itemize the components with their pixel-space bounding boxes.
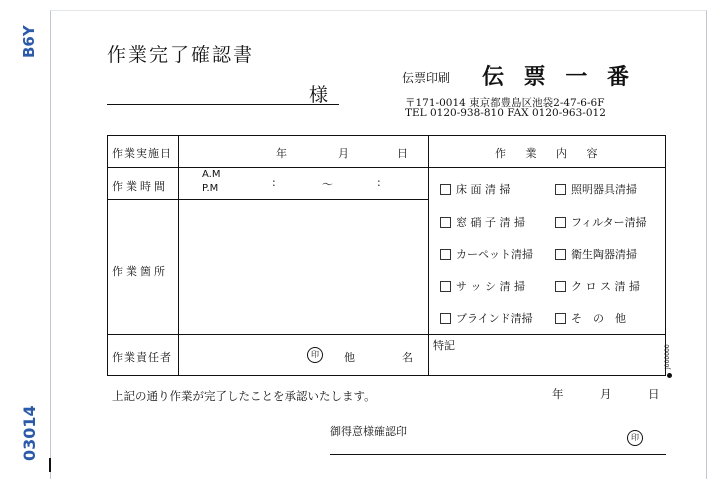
customer-seal-label: 御得意様確認印: [330, 425, 407, 438]
company-prefix: 伝票印刷: [402, 71, 451, 85]
checkbox[interactable]: [440, 184, 451, 195]
checkbox[interactable]: [555, 281, 566, 292]
confirm-text: 上記の通り作業が完了したことを承認いたします。: [112, 389, 376, 403]
time-colon-start: :: [272, 176, 276, 189]
am-label: A.M: [202, 169, 221, 180]
task-sash[interactable]: サ ッ シ 清 掃: [440, 278, 525, 294]
others-label: 他: [344, 351, 355, 364]
checkbox[interactable]: [440, 281, 451, 292]
customer-sign-line: [330, 454, 666, 455]
checkbox[interactable]: [555, 217, 566, 228]
checkbox[interactable]: [555, 249, 566, 260]
task-other[interactable]: そ の 他: [555, 310, 626, 326]
product-code-label: 03014: [20, 405, 39, 461]
col-divider: [178, 136, 179, 375]
task-blind[interactable]: ブラインド清掃: [440, 310, 533, 326]
serial-number: J000000: [664, 344, 671, 370]
customer-seal-mark: 印: [627, 430, 643, 446]
company-name: 伝 票 一 番: [482, 64, 635, 90]
task-floor[interactable]: 床 面 清 掃: [440, 181, 511, 197]
col-divider: [428, 136, 429, 375]
seal-mark: 印: [307, 347, 323, 363]
time-colon-end: :: [377, 176, 381, 189]
task-sanitary[interactable]: 衛生陶器清掃: [555, 246, 637, 262]
manager-label: 作業責任者: [112, 351, 172, 364]
footer-month: 月: [600, 387, 612, 401]
company-address: 〒171-0014 東京都豊島区池袋2-47-6-6F: [405, 97, 605, 109]
checkbox[interactable]: [555, 313, 566, 324]
task-filter[interactable]: フィルター清掃: [555, 214, 647, 230]
serial-dot: [667, 373, 672, 378]
notes-label: 特記: [433, 339, 455, 352]
date-month: 月: [338, 147, 349, 160]
date-year: 年: [276, 147, 287, 160]
checkbox[interactable]: [555, 184, 566, 195]
row-divider: [108, 199, 428, 200]
checkbox[interactable]: [440, 313, 451, 324]
content-header: 作 業 内 容: [495, 147, 606, 160]
row-divider: [108, 334, 665, 335]
company-phone-fax: TEL 0120-938-810 FAX 0120-963-012: [405, 107, 606, 119]
persons-label: 名: [402, 351, 413, 364]
checkbox[interactable]: [440, 249, 451, 260]
row-divider: [108, 167, 428, 168]
pm-label: P.M: [202, 183, 219, 194]
date-label: 作業実施日: [112, 147, 172, 160]
form-title: 作業完了確認書: [107, 44, 255, 66]
time-label: 作業時間: [112, 180, 168, 193]
task-carpet[interactable]: カーペット清掃: [440, 246, 533, 262]
footer-day: 日: [648, 387, 660, 401]
time-tilde: 〜: [322, 178, 333, 191]
footer-year: 年: [552, 387, 564, 401]
task-window[interactable]: 窓 硝 子 清 掃: [440, 214, 525, 230]
date-day: 日: [397, 147, 408, 160]
size-code-label: B6Y: [20, 25, 38, 59]
margin-tick: [49, 458, 51, 472]
customer-name-line: [107, 104, 339, 105]
location-label: 作業箇所: [112, 265, 168, 278]
task-lighting[interactable]: 照明器具清掃: [555, 181, 637, 197]
customer-suffix: 様: [309, 84, 329, 106]
row-divider: [428, 167, 665, 168]
work-table: [107, 135, 666, 376]
checkbox[interactable]: [440, 217, 451, 228]
task-cloth[interactable]: ク ロ ス 清 掃: [555, 278, 640, 294]
